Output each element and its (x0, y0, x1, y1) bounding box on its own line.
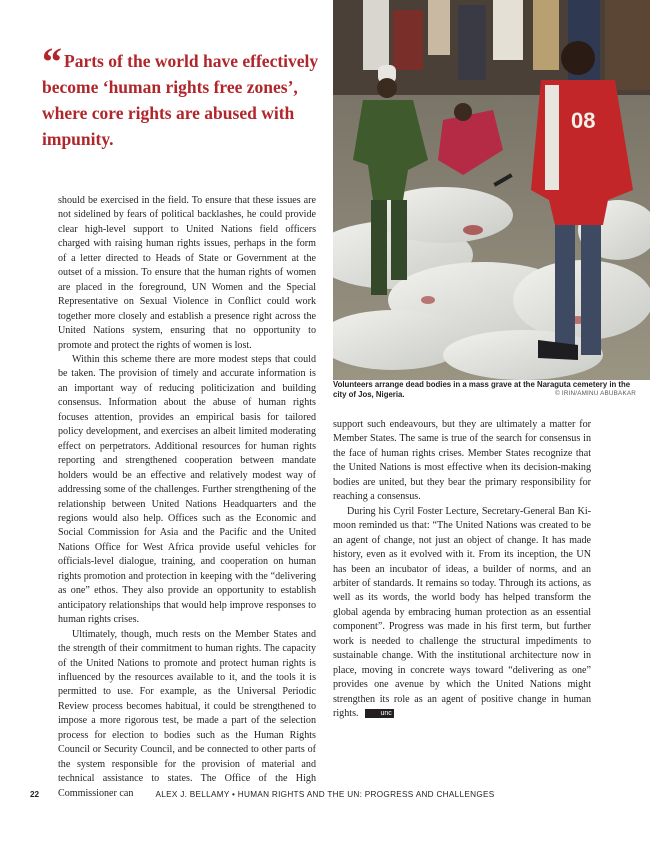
paragraph: Within this scheme there are more modest steps that could be taken. The provision of timely and accurate information is an important way of reducing politicization and building consensus. Information about the abuse of human rights focuses attention, provides an empirical basis for tailored policy development, and exercises an albeit limited moderating effect on perpetrators. Additional resources for human rights reporting and strengthened cooperation between mandate holders would be an effective and relatively modest way of addressing some of the challenges. Further strengthening of the relationship between United Nations Headquarters and the regions would also help. Offices such as the Economic and Social Commission for Asia and the Pacific and the United Nations Office for West Africa provide useful vehicles for officials-level dialogue, training, and cooperation on human rights promotion and protection in keeping with the “delivering as one” ethos. They also provide an opportunity to establish anticipatory relationships that would help improve responses to human rights crises. (58, 353, 316, 626)
photo-caption: Volunteers arrange dead bodies in a mass grave at the Naraguta cemetery in the city of Jos, Nigeria. (333, 380, 631, 399)
pull-quote (42, 39, 332, 152)
paragraph: support such endeavours, but they are ultimately a matter for Member States. The same is true of the search for consensus in the face of human rights crises. Member States recognize that the United Nations is most effective when its decision-making bodies are united, but they bear the primary responsibility for reaching a consensus. (333, 419, 591, 503)
running-head: ALEX J. BELLAMY • HUMAN RIGHTS AND THE UN: PROGRESS AND CHALLENGES (155, 790, 495, 799)
jersey-number: 08 (571, 108, 596, 133)
photo-credit: © IRIN/AMINU ABUBAKAR (555, 390, 636, 397)
body-column-left (58, 194, 316, 801)
paragraph: should be exercised in the field. To ensure that these issues are not sidelined by fears of political backlashes, he could provide clear high-level support to United Nations field officers charged with raising human rights issues, perhaps in the form of a letter directed to Heads of State or Government at the outset of a mission. To ensure that the human rights of women are placed in the foreground, UN Women and the Special Representative on Sexual Violence in Conflict could work together more closely and establish a presence right across the United Nations system, ensuring that no opportunity to promote and protect the rights of women is lost. (58, 195, 316, 351)
paragraph-text: During his Cyril Foster Lecture, Secretary-General Ban Ki-moon reminded us that: “The United Nations was created to be an agent of change, not just an object of change. It has made history, even as it evolved with it. From its inception, the UN has been an incubator of ideas, a builder of norms, and an arbiter of standards. It remains so today. Through its actions, as well as its words, the world body has helped transform the global agenda by embracing human protection as an essential component”. Progress was made in his first term, but further work is needed to challenge the structural impediments to sustainable change. With the institutional architecture now in place, moving in concrete ways toward “delivering as one” provides one avenue by which the United Nations might strengthen its role as an agent of positive change in human rights. (333, 505, 591, 720)
paragraph (333, 505, 591, 722)
page-number: 22 (30, 790, 40, 799)
news-photo (333, 0, 650, 380)
end-mark-icon: unc (365, 709, 394, 718)
pull-quote-text: Parts of the world have effectively become ‘human rights free zones’, where core rights are abused with impunity. (42, 51, 319, 149)
body-column-right (333, 418, 591, 722)
quote-mark-icon: “ (42, 39, 62, 84)
photo-illustration (333, 0, 650, 380)
paragraph: Ultimately, though, much rests on the Member States and the strength of their commitment to human rights. The capacity of the United Nations to promote and protect human rights is influenced by the resources available to it, and the tools it is permitted to use. For example, as the Universal Periodic Review process becomes habitual, it could be strengthened to impose a more rigorous test, be made a part of the selection process for election to bodies such as the Human Rights Council or Security Council, and be connected to other parts of the system responsible for the provision of material and technical assistance to states. The Office of the High Commissioner can (58, 628, 316, 799)
